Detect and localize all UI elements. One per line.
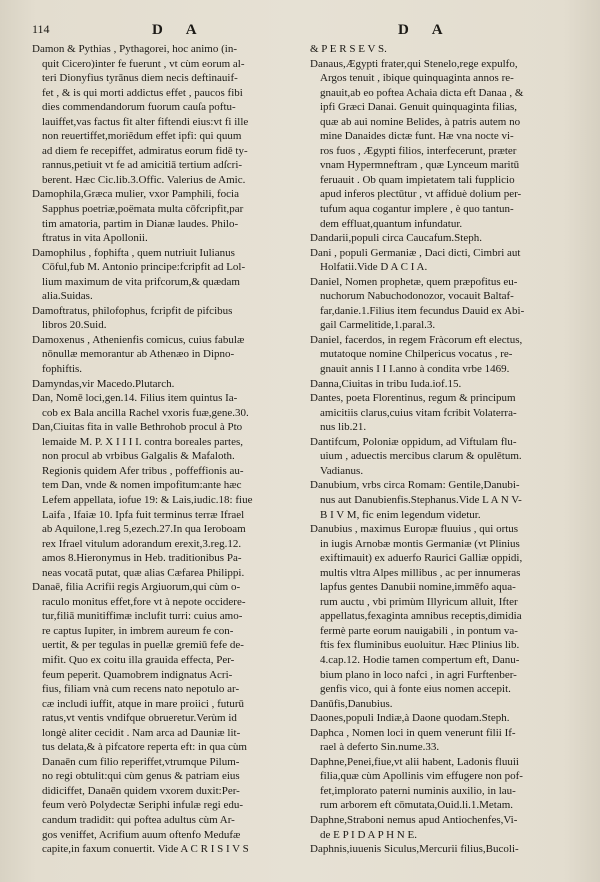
text-line: Dan, Nomē loci,gen.14. Filius item quintus Ia- [32, 392, 238, 405]
text-line: ad diem fe recepiffet, admiratus eorum fidē ty- [42, 144, 248, 157]
text-line: didiciffet, Danaēn quidem vxorem duxit:Per- [42, 784, 240, 797]
text-line: teri Dionyfius tyrānus diem necis deftinauif- [42, 72, 238, 85]
text-line: fet , & is qui morti addictus effet , paucos fibi [42, 86, 243, 99]
text-line: quit Cicero)inter fe fuerunt , vt cùm eorum al- [42, 57, 245, 70]
text-line: Holfatii.Vide D A C I A. [320, 261, 428, 274]
text-line: gos veniffet, Acrifium auum oftenfo Medufæ [42, 828, 241, 841]
text-line: cæ includi iuffit, atque in mare proiici , futurū [42, 697, 245, 710]
text-line: ros fuos , Ægypti filios, interfecerunt, præter [320, 144, 517, 157]
text-line: gnauit,ab eo poftea Achaia dicta eft Danaa , & [320, 86, 524, 99]
text-line: Damyndas,vir Macedo.Plutarch. [32, 377, 175, 390]
text-line: berent. Hæc Cic.lib.3.Offic. Valerius de Amic. [42, 173, 246, 186]
text-line: tufum aqua cogantur implere , è quo tantun- [320, 203, 514, 216]
text-line: ipfi Græci Danai. Genuit quinquaginta filias, [320, 101, 518, 114]
text-line: Dani , populi Germaniæ , Daci dicti, Cimbri aut [310, 246, 521, 259]
text-line: rael à deferto Sin.nume.33. [320, 741, 440, 754]
text-line: raculo monitus effet,fore vt à nepote occidere- [42, 595, 246, 608]
text-line: gnauit annis I I I.anno à condita vrbe 1469. [320, 363, 510, 376]
text-line: Damon & Pythias , Pythagorei, hoc animo (in- [32, 43, 237, 55]
text-line: exiftimauit) ex aduerfo Raurici Galliæ oppidi, [320, 552, 523, 565]
text-line: ratus,vt ventis vndifque obrueretur.Verùm id [42, 712, 237, 725]
text-line: apud inferos plectūtur , vt affiduè dolium per- [320, 188, 522, 201]
text-line: Lefem appellata, iofue 19: & Lais,iudic.18: fiue [42, 493, 253, 506]
text-line: lium maximum de vita prifcorum,& quædam [42, 275, 240, 288]
text-line: amos 8.Hieronymus in Heb. traditionibus Pa- [42, 552, 242, 565]
text-line: nus lib.21. [320, 421, 367, 434]
text-line: dies commendandorum fuorum cauſa poftu- [42, 101, 236, 114]
text-line: Daones,populi Indiæ,à Daone quodam.Steph. [310, 712, 510, 725]
text-line: Daniel, facerdos, in regem Fràcorum eft electus, [310, 333, 523, 346]
text-line: Damoftratus, philofophus, fcripfit de pifcibus [32, 304, 233, 317]
text-line: B I V M, fic enim legendum videtur. [320, 508, 481, 521]
text-line: nōnullæ memorantur ab Athenæo in Dipno- [42, 348, 235, 361]
text-line: re captus Iupiter, in imbrem aureum fe con- [42, 624, 234, 637]
text-line: uium , aduectis mercibus clarum & opulētum. [320, 450, 522, 463]
right-running-head: D A [398, 22, 453, 38]
text-line: tem Dan, vnde & nomen impofitum:ante hæc [42, 479, 242, 492]
text-line: ab Aquilone,1.reg 5,ezech.27.In qua Ieroboam [42, 523, 246, 536]
text-line: Vadianus. [320, 464, 364, 477]
text-line: nus aut Danubienfis.Stephanus.Vide L A N V- [320, 493, 522, 506]
text-line: Sapphus poetriæ,poëmata multa cōfcripfit,par [42, 203, 244, 216]
text-line: non reuertiffet,moriẽdum effet ipfi: qui quum [42, 130, 242, 143]
text-line: Danubius , maximus Europæ fluuius , qui ortus [310, 523, 519, 536]
text-line: Laifa , Ifaiæ 10. Ipfa fuit terminus terræ Ifrael [42, 508, 245, 521]
text-line: fophiftis. [42, 363, 83, 376]
text-line: mifit. Quo ex coitu illa grauida effecta, Per- [42, 653, 235, 666]
text-line: Cōful,fub M. Antonio principe:fcripfit ad Lol- [42, 261, 246, 274]
text-line: appellatus,fexaginta amnibus receptis,dimidia [320, 610, 522, 623]
text-line: feruauit . Ob quam impietatem tali fupplicio [320, 173, 515, 186]
left-running-head: D A [152, 22, 207, 38]
text-line: vnam Hypermneftram , quæ Lynceum maritū [320, 159, 520, 172]
text-line: tim amatoria, partim in Dianæ laudes. Philo- [42, 217, 239, 230]
text-line: dem effluat,quantum infundatur. [320, 217, 463, 230]
text-line: fius, filiam vnà cum recens nato nepotulo ar- [42, 683, 240, 696]
text-line: Danaus,Ægypti frater,qui Stenelo,rege expulfo, [310, 57, 518, 70]
text-line: Regionis quidem Afer tribus , poffeffionis au- [42, 464, 244, 477]
text-line: Argos tenuit , ibique quinquaginta annos re- [320, 72, 514, 85]
text-line: de E P I D A P H N E. [320, 828, 417, 841]
text-line: lapfus gentes Danubii nomine,immēfo aqua- [320, 581, 516, 594]
text-line: uertit, & per tegulas in puellæ gremiū fefe de- [42, 639, 244, 652]
text-line: Damophilus , fophifta , quem nutriuit Iulianus [32, 246, 235, 259]
text-line: Danūfis,Danubius. [310, 697, 393, 710]
text-line: bium plano in loco nafci , in agri Furftenber- [320, 668, 517, 681]
text-line: ftis fex fluminibus euoluitur. Hæc Plinius lib. [320, 639, 520, 652]
text-line: nuchorum Nabuchodonozor, vocauit Baltaf- [320, 290, 514, 303]
text-line: tus delata,& à pifcatore reperta eft: in qua cùm [42, 741, 247, 754]
text-line: gail Carmelitide,1.paral.3. [320, 319, 436, 332]
text-line: Daphne,Straboni nemus apud Antiochenfes,Vi- [310, 813, 518, 826]
left-column [32, 42, 294, 857]
text-line: feum peperit. Quamobrem indignatus Acri- [42, 668, 233, 681]
text-line: rex Ifrael vitulum adorandum erexit,3.reg.12. [42, 537, 242, 550]
text-line: in iugis Arnobæ montis Germaniæ (vt Plinius [320, 537, 520, 550]
text-line: lemaide M. P. X I I I I. contra boreales partes, [42, 435, 243, 448]
text-line: capite,in faxum conuertit. Vide A C R I S I V S [42, 843, 249, 856]
text-line: filia,quæ cùm Apollinis vim effugere non pof- [320, 770, 523, 783]
text-line: rannus,petiuit vt fe ad amicitiā tertium adſcri- [42, 159, 243, 172]
text-line: longè aliter cecidit . Nam arca ad Dauniæ lit- [42, 726, 241, 739]
text-line: ftratus in vita Apollonii. [42, 232, 148, 245]
text-line: feum verò Polydectæ Seriphi infulæ regi edu- [42, 799, 244, 812]
text-line: fet,implorato paterni numinis auxilio, in lau- [320, 784, 516, 797]
text-line: cob ex Bala ancilla Rachel vxoris fuæ,gene.30. [42, 406, 249, 419]
text-line: 4.cap.12. Hodie tamen compertum eft, Danu- [320, 653, 520, 666]
text-line: quæ ab aui nomine Belides, à patris autem no [320, 115, 521, 128]
text-line: Danubium, vrbs circa Romam: Gentile,Danubi- [310, 479, 520, 492]
text-line: & P E R S E V S. [310, 43, 387, 55]
text-line: far,danie.1.Filius item fecundus Dauid ex Abi- [320, 304, 525, 317]
text-line: Danaē, filia Acrifii regis Argiuorum,qui cùm o- [32, 581, 241, 594]
text-line: tur,filiā munitiffimæ inclufit turri: cuius amo- [42, 610, 243, 623]
text-line: Danna,Ciuitas in tribu Iuda.iof.15. [310, 377, 462, 390]
text-line: Dantifcum, Poloniæ oppidum, ad Viftulam flu- [310, 435, 517, 448]
text-line: mutatoque nomine Chilpericus vocatus , re- [320, 348, 513, 361]
right-column [310, 42, 572, 857]
text-line: Danaēn cum filio reperiffet,vtrumque Pilum- [42, 755, 240, 768]
text-line: alia.Suidas. [42, 290, 93, 303]
text-line: Damophila,Græca mulier, vxor Pamphili, focia [32, 188, 239, 201]
text-line: Damoxenus , Athenienfis comicus, cuius fabulæ [32, 333, 245, 346]
text-line: neas vocatā putat, quæ alias Cæfarea Philippi. [42, 566, 245, 579]
text-line: multis vltra Alpes millibus , ac per innumeras [320, 566, 521, 579]
text-line: rum arborem eft cōmutata,Ouid.li.1.Metam. [320, 799, 514, 812]
text-line: fermè parte eorum nauigabili , in pontum va- [320, 624, 518, 637]
text-line: Daphne,Penei,fiue,vt alii habent, Ladonis fluuii [310, 755, 519, 768]
text-line: Daniel, Nomen prophetæ, quem præpofitus eu- [310, 275, 518, 288]
text-line: Dan,Ciuitas fita in valle Bethrohob procul à Pto [32, 421, 243, 434]
text-line: non procul ab vrbibus Galgalis & Mafaloth. [42, 450, 235, 463]
text-line: amicitiis clarus,cuius vitam fcribit Volaterra- [320, 406, 517, 419]
text-line: libros 20.Suid. [42, 319, 107, 332]
text-line: mine Danaides dictæ funt. Hæ vna nocte vi- [320, 130, 514, 143]
text-line: no regi obtulit:qui cùm genus & patriam eius [42, 770, 240, 783]
text-line: Dantes, poeta Florentinus, regum & principum [310, 392, 516, 405]
text-line: Dandarii,populi circa Caucafum.Steph. [310, 232, 482, 245]
page-number: 114 [32, 22, 50, 36]
text-line: genfis vico, qui à fonte eius nomen accepit. [320, 683, 511, 696]
text-line: candum tradidit: qui poftea adultus cùm Ar- [42, 813, 235, 826]
text-line: lauiffet,vas factus fit alter fiftendi eius:vt fi ille [42, 115, 249, 128]
text-line: Daphca , Nomen loci in quem venerunt filii If- [310, 726, 516, 739]
running-header [0, 22, 600, 40]
text-line: rum auctu , vbi primùm Illyricum alluit, Ifter [320, 595, 518, 608]
text-line: Daphnis,iuuenis Siculus,Mercurii filius,Bucoli- [310, 843, 519, 856]
